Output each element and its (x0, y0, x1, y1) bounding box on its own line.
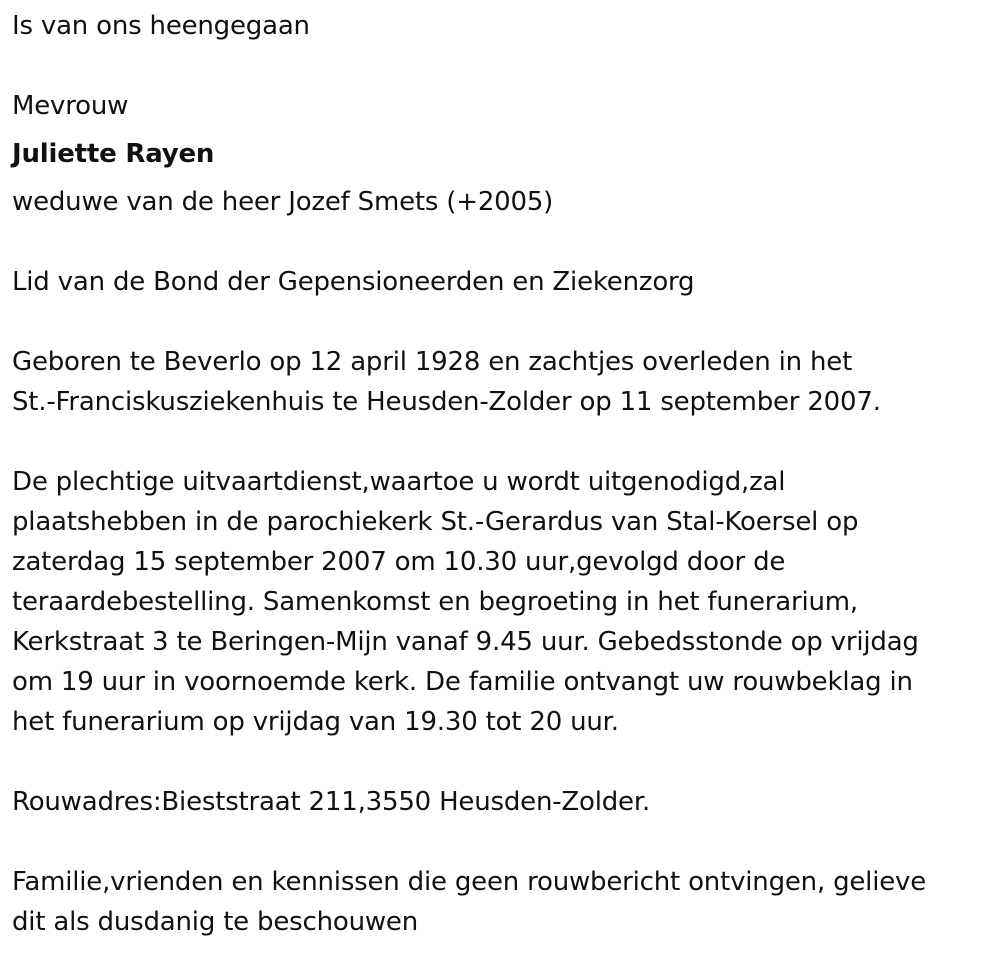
obituary-notice (12, 6, 982, 942)
deceased-name: Juliette Rayen (12, 139, 215, 169)
birth-death-line: St.-Franciskusziekenhuis te Heusden-Zolder op 11 september 2007. (12, 387, 881, 417)
ceremony-line: zaterdag 15 september 2007 om 10.30 uur,gevolgd door de (12, 547, 786, 577)
closing-line: dit als dusdanig te beschouwen (12, 907, 418, 937)
membership-line: Lid van de Bond der Gepensioneerden en Ziekenzorg (12, 267, 695, 297)
ceremony-line: om 19 uur in voornoemde kerk. De familie ontvangt uw rouwbeklag in (12, 667, 913, 697)
blank-line (12, 422, 982, 462)
ceremony-line: teraardebestelling. Samenkomst en begroeting in het funerarium, (12, 587, 858, 617)
blank-line (12, 46, 982, 86)
salutation: Mevrouw (12, 91, 129, 121)
ceremony-line: het funerarium op vrijdag van 19.30 tot 20 uur. (12, 707, 619, 737)
relation-line: weduwe van de heer Jozef Smets (+2005) (12, 187, 554, 217)
blank-line (12, 742, 982, 782)
mourning-address: Rouwadres:Bieststraat 211,3550 Heusden-Zolder. (12, 787, 651, 817)
ceremony-line: plaatshebben in de parochiekerk St.-Gerardus van Stal-Koersel op (12, 507, 859, 537)
blank-line (12, 822, 982, 862)
birth-death-line: Geboren te Beverlo op 12 april 1928 en zachtjes overleden in het (12, 347, 853, 377)
closing-line: Familie,vrienden en kennissen die geen rouwbericht ontvingen, gelieve (12, 867, 926, 897)
ceremony-line: Kerkstraat 3 te Beringen-Mijn vanaf 9.45 uur. Gebedsstonde op vrijdag (12, 627, 919, 657)
ceremony-line: De plechtige uitvaartdienst,waartoe u wordt uitgenodigd,zal (12, 467, 786, 497)
blank-line (12, 302, 982, 342)
blank-line (12, 222, 982, 262)
intro-line: Is van ons heengegaan (12, 11, 310, 41)
